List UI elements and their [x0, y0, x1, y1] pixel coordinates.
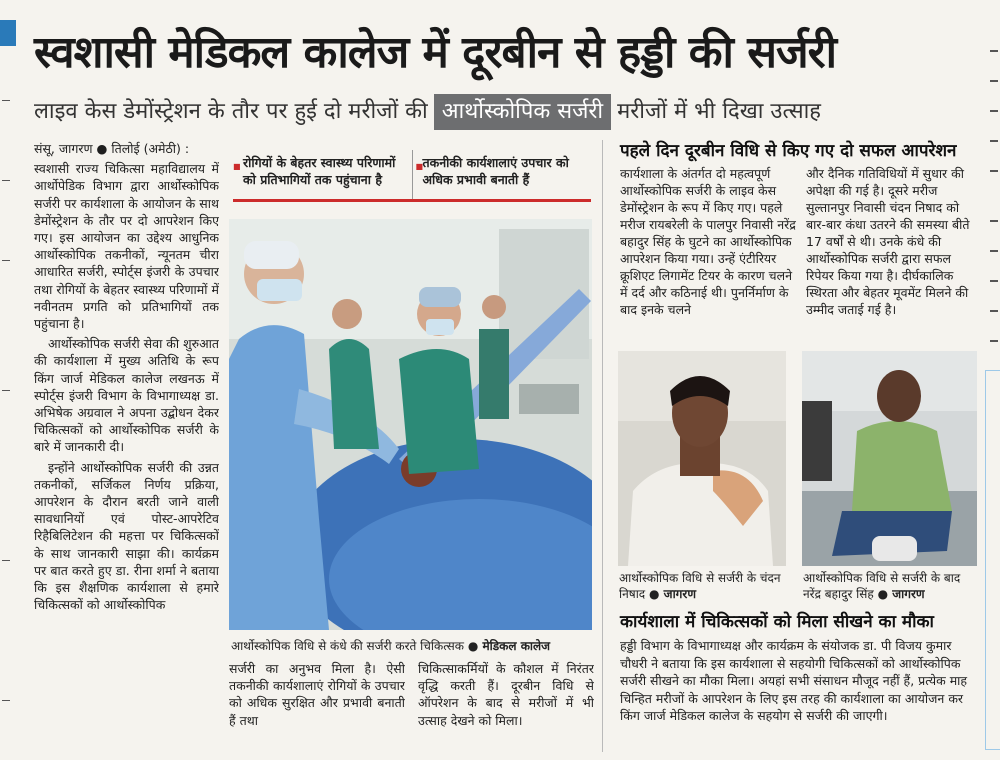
article-column-2 — [229, 660, 405, 750]
patient-photo-narendra — [802, 351, 977, 566]
subhead-highlight: आर्थोस्कोपिक सर्जरी — [434, 94, 611, 130]
pull-quote: ■ रोगियों के बेहतर स्वास्थ्य परिणामों को प्रतिभागियों तक पहुंचाना है — [233, 150, 412, 199]
surgery-photo — [229, 219, 592, 630]
caption-source: ● मेडिकल कालेज — [467, 639, 551, 653]
patient-photo-chandan — [618, 351, 786, 566]
column-divider — [602, 140, 603, 752]
caption-text: आर्थोस्कोपिक विधि से सर्जरी के चंदन निषाद — [619, 571, 781, 601]
paragraph: इन्होंने आर्थोस्कोपिक सर्जरी की उन्नत तकनीकों, सर्जिकल निर्णय प्रक्रिया, आपरेशन के दौरान बरती जाने वाली सावधानियों एवं पोस्ट-आपरेटिव रिहैबिलिटेशन की महत्ता पर चिकित्सकों के साथ जानकारी साझा की। कार्यक्रम पर बात करते हुए डा. रीना शर्मा ने बताया कि इस शैक्षणिक कार्यशाला से हमारे चिकित्सकों को आर्थोस्कोपिक — [34, 459, 219, 613]
photo2-caption — [803, 570, 979, 602]
section1-right-column — [806, 165, 982, 340]
caption-text: आर्थोस्कोपिक विधि से सर्जरी के बाद नरेंद्र बहादुर सिंह — [803, 571, 961, 601]
paragraph: हड्डी विभाग के विभागाध्यक्ष और कार्यक्रम के संयोजक डा. पी विजय कुमार चौधरी ने बताया कि इस कार्यशाला से सहयोगी चिकित्सकों को आर्थोस्कोपिक सर्जरी सीखने का मौका मिला। अयहां सभी संसाधन मौजूद नहीं हैं, प्रत्येक माह चिन्हित मरीजों के आपरेशन के लिए इस तरह की कार्यशाला का आयोजन कर किंग जार्ज मेडिकल कालेज के सहयोग से सर्जरी की जाएगी। — [620, 638, 968, 723]
next-article-cut — [34, 750, 594, 760]
paragraph: और दैनिक गतिविधियों में सुधार की अपेक्षा की गई है। दूसरे मरीज सुल्तानपुर निवासी चंदन निषाद को बार-बार कंधा उतरने की समस्या बीते 17 वर्षों से थी। उनके कंधे की आर्थोस्कोपिक सर्जरी द्वारा सफल रिपेयर किया गया है। दीर्घकालिक स्थिरता और बेहतर मूवमेंट मिलने की उम्मीद जताई गई है। — [806, 166, 970, 317]
adjacent-box-border — [985, 370, 1000, 750]
article-column-3 — [418, 660, 594, 750]
patient-illustration — [802, 351, 977, 566]
pull-quotes — [233, 150, 591, 202]
dateline: संसू, जागरण ● तिलोई (अमेठी) : — [34, 141, 190, 156]
pull-quote: ■ तकनीकी कार्यशालाएं उपचार को अधिक प्रभावी बनाती हैं — [412, 150, 592, 199]
caption-source: ● जागरण — [649, 587, 697, 601]
headline: स्वशासी मेडिकल कालेज में दूरबीन से हड्डी की सर्जरी — [34, 27, 837, 78]
subhead-after: मरीजों में भी दिखा उत्साह — [617, 99, 821, 124]
article-column-1 — [34, 140, 219, 740]
section-heading: कार्यशाला में चिकित्सकों को मिला सीखने का मौका — [620, 612, 934, 632]
paragraph: स्वशासी राज्य चिकित्सा महाविद्यालय में आर्थोपेडिक विभाग द्वारा आर्थोस्कोपिक सर्जरी पर कार्यशाला के आयोजन के साथ डेमोंस्ट्रेशन के तौर पर दो आपरेशन किए गए। इस आयोजन का उद्देश्य आधुनिक आर्थोस्कोपिक तकनीकों, न्यूनतम चीरा आधारित सर्जरी, स्पोर्ट्स इंजरी के उपचार तथा रोगियों के बेहतर स्वास्थ्य परिणामों में नवीनतम प्रगति को प्रतिभागियों तक पहुंचाना है। — [34, 161, 219, 332]
section-tab-marker — [0, 20, 16, 46]
previous-article-cut — [600, 0, 1000, 8]
subheadline — [34, 92, 984, 132]
paragraph: कार्यशाला के अंतर्गत दो महत्वपूर्ण आर्थोस्कोपिक सर्जरी के लाइव केस डेमोंस्ट्रेशन के रूप में किए गए। पहले मरीज रायबरेली के पालपुर निवासी नरेंद्र बहादुर सिंह के घुटने का आर्थोस्कोपिक आपरेशन किया गया। उन्हें एंटीरियर क्रूशिएट लिगामेंट टियर के कारण चलने में दर्द और कठिनाई थी। पुनर्निर्माण के बाद इनके चलने — [620, 166, 796, 317]
photo1-caption — [619, 570, 789, 602]
section-heading: पहले दिन दूरबीन विधि से किए गए दो सफल आपरेशन — [620, 141, 957, 161]
section2-body — [620, 637, 982, 747]
main-photo-caption — [231, 638, 591, 654]
section1-left-column — [620, 165, 798, 340]
surgery-illustration — [229, 219, 592, 630]
subhead-before: लाइव केस डेमोंस्ट्रेशन के तौर पर हुई दो मरीजों की — [34, 99, 428, 124]
left-column-edge — [0, 60, 14, 750]
paragraph: आर्थोस्कोपिक सर्जरी सेवा की शुरुआत की कार्यशाला में मुख्य अतिथि के रूप किंग जार्ज मेडिकल कालेज लखनऊ में स्पोर्ट्स इंजरी विभाग के विभागाध्यक्ष डा. अभिषेक अग्रवाल ने अपना उद्बोधन देकर चिकित्सकों को आर्थोस्कोपिक सर्जरी के बारे में जानकारी दी। — [34, 336, 219, 455]
paragraph: सर्जरी का अनुभव मिला है। ऐसी तकनीकी कार्यशालाएं रोगियों के उपचार को अधिक सुरक्षित और प्रभावी बनाती हैं तथा — [229, 661, 405, 728]
caption-text: आर्थोस्कोपिक विधि से कंधे की सर्जरी करते चिकित्सक — [231, 639, 464, 653]
paragraph: चिकित्साकर्मियों के कौशल में निरंतर वृद्धि करती हैं। दूरबीन विधि से ऑपरेशन के बाद से मरीजों में भी उत्साह देखने को मिला। — [418, 661, 594, 728]
patient-illustration — [618, 351, 786, 566]
caption-source: ● जागरण — [877, 587, 925, 601]
